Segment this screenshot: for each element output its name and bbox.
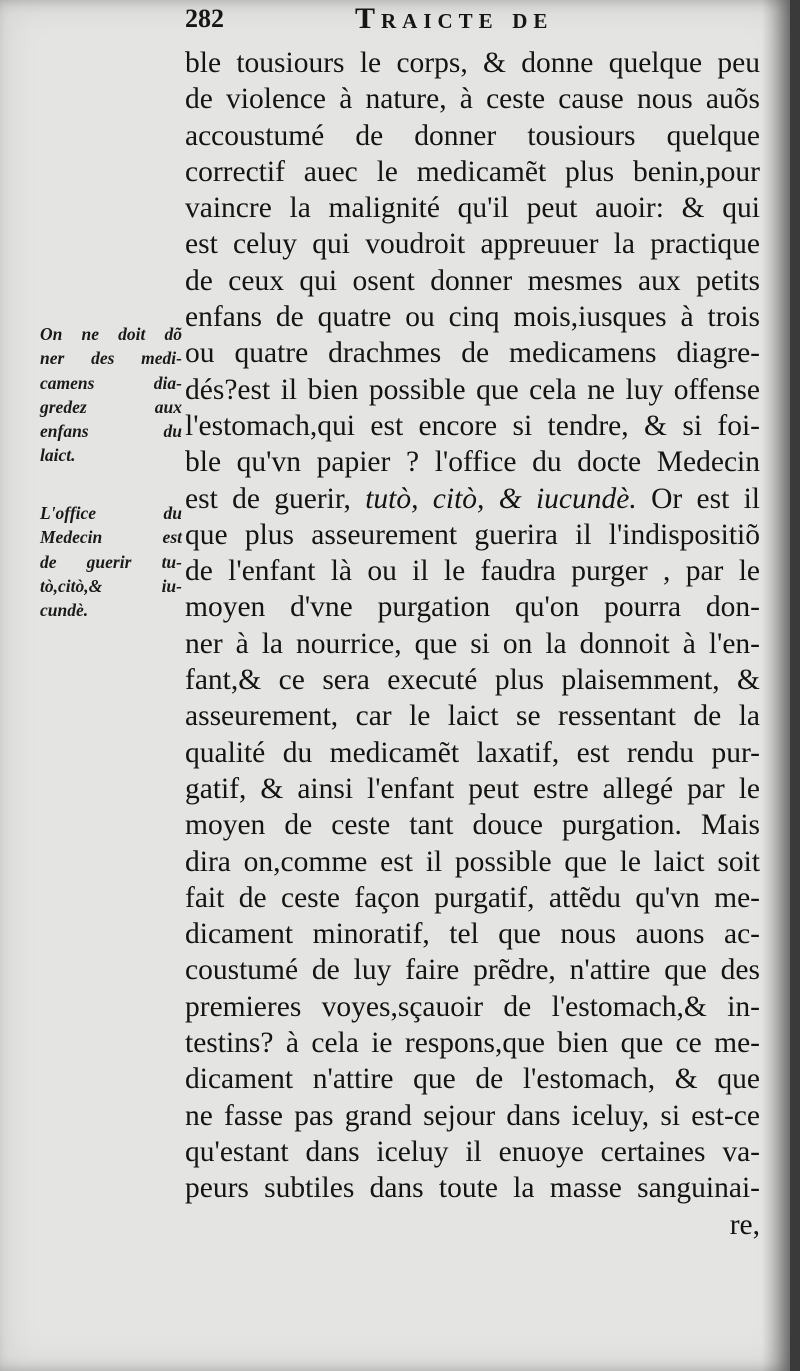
margin-note-line: enfans du [40,421,182,442]
body-line: coustumé de luy faire prẽdre, n'attire que des [185,954,760,987]
body-line: de ceux qui osent donner mesmes aux petits [185,264,760,297]
page-gutter-shadow [762,0,790,1371]
margin-note-line: laict. [40,445,76,466]
body-text [185,45,760,1243]
body-line: moyen d'vne purgation qu'on pourra don- [185,591,760,624]
body-line: moyen de ceste tant douce purgation. Mais [185,809,760,842]
margin-note-line: camens dia- [40,372,182,393]
body-line: asseurement, car le laict se ressentant de la [185,700,760,733]
body-line: fait de ceste façon purgatif, attẽdu qu'vn me- [185,881,760,914]
margin-note-line: de guerir tu- [40,551,182,572]
body-line: gatif, & ainsi l'enfant peut estre allegé par le [185,772,760,805]
body-line: que plus asseurement guerira il l'indispositiõ [185,518,760,551]
body-line: dicament n'attire que de l'estomach, & que [185,1063,760,1096]
body-line: testins? à cela ie respons,que bien que ce me- [185,1027,760,1060]
body-line: vaincre la malignité qu'il peut auoir: & qui [185,192,760,225]
body-line: qu'estant dans iceluy il enuoye certaines va- [185,1135,760,1168]
running-title: Traicte de [355,2,554,35]
body-line: ble qu'vn papier ? l'office du docte Medecin [185,446,760,479]
body-line: accoustumé de donner tousiours quelque [185,119,760,152]
margin-note-line: gredez aux [40,396,182,417]
body-line: ne fasse pas grand sejour dans iceluy, si est-ce [185,1099,760,1132]
body-line: enfans de quatre ou cinq mois,iusques à trois [185,301,760,334]
margin-note-line: ner des medi- [40,348,182,369]
margin-note-medicines [40,322,182,468]
body-line: est celuy qui voudroit appreuuer la practique [185,228,760,261]
body-line: re, [729,1208,760,1241]
page-header [185,2,745,42]
body-line: fant,& ce sera executé plus plaisemment, & [185,664,760,697]
body-line: qualité du medicamẽt laxatif, est rendu pur- [185,736,760,769]
body-line: dicament minoratif, tel que nous auons ac- [185,918,760,951]
body-line: ou quatre drachmes de medicamens diagre- [185,337,760,370]
body-line: premieres voyes,sçauoir de l'estomach,& in- [185,990,760,1023]
body-line: de l'enfant là ou il le faudra purger , par le [185,555,760,588]
margin-note-line: L'office du [40,503,182,523]
body-line: l'estomach,qui est encore si tendre, & si foi- [185,409,760,442]
margin-note-line: Medecin est [40,527,182,548]
margin-note-line: On ne doit dõ [40,324,182,344]
margin-note-line: tò,citò,& iu- [40,575,182,596]
body-line: ner à la nourrice, que si on la donnoit à l'en- [185,627,760,660]
body-line: dés?est il bien possible que cela ne luy offense [185,373,760,406]
body-line: ble tousiours le corps, & donne quelque peu [185,47,760,79]
body-line: peurs subtiles dans toute la masse sanguinai- [185,1172,760,1205]
page-number: 282 [185,4,224,33]
margin-note-line: cundè. [40,600,89,621]
body-line: est de guerir, tutò, citò, & iucundè. Or est il [185,482,760,515]
body-line: dira on,comme est il possible que le laict soit [185,845,760,878]
body-line: de violence à nature, à ceste cause nous auõs [185,83,760,116]
body-line: correctif auec le medicamẽt plus benin,pour [185,155,760,188]
italic-phrase: tutò, citò, & iucundè. [365,482,637,515]
margin-note-office-medecin [40,501,182,622]
